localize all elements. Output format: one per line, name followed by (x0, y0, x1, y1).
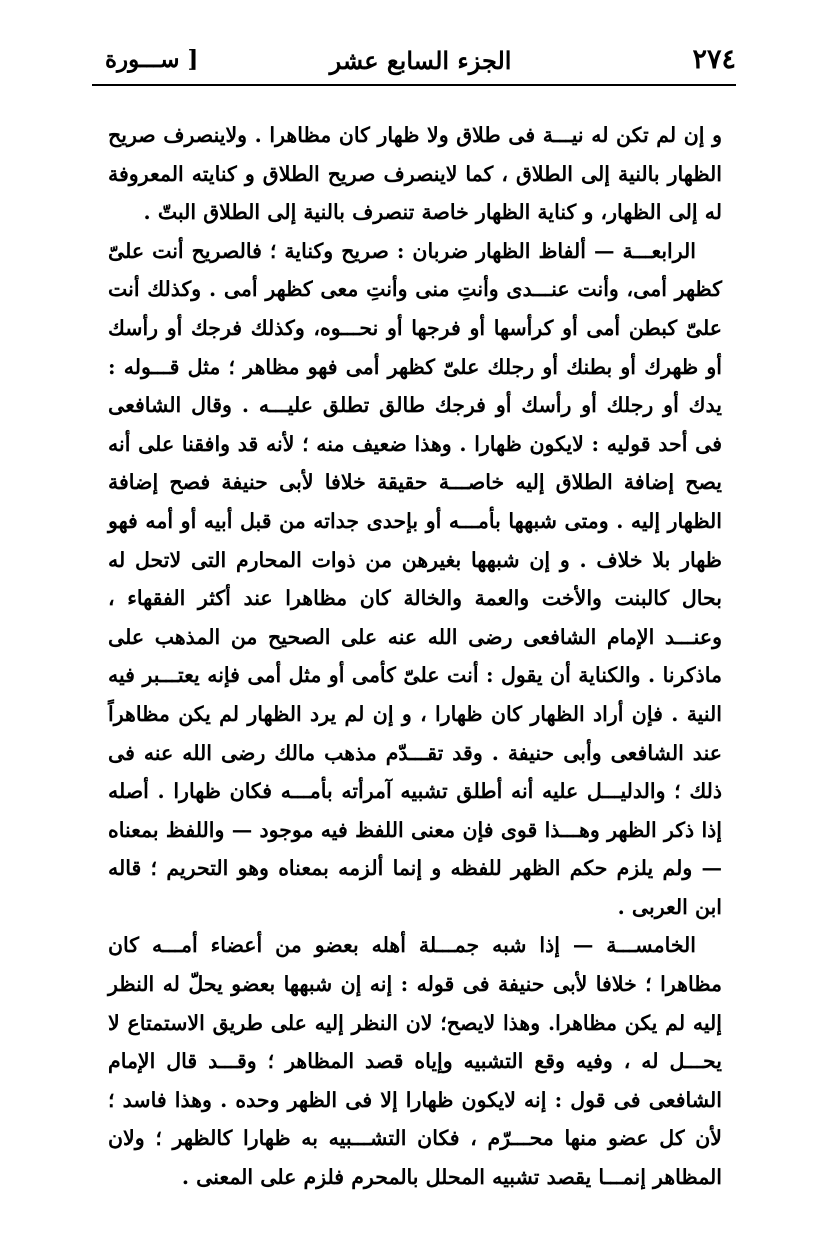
page-body (108, 116, 722, 1197)
page-header (105, 38, 736, 82)
page-number: ٢٧٤ (692, 44, 736, 75)
paragraph: الرابعـــة — ألفاظ الظهار ضربان : صريح وكناية ؛ فالصريح أنت علىّ كظهر أمى، وأنت عنـــدى وأنتِ منى وأنتِ معى كظهر أمى . وكذلك أنت علىّ كبطن أمى أو كرأسها أو فرجها أو نحـــوه، وكذلك فرجك أو رأسك أو ظهرك أو بطنك أو رجلك علىّ كظهر أمى فهو مظاهر ؛ مثل قـــوله : يدك أو رجلك أو رأسك أو فرجك طالق تطلق عليـــه . وقال الشافعى فى أحد قوليه : لايكون ظهارا . وهذا ضعيف منه ؛ لأنه قد وافقنا على أنه يصح إضافة الطلاق إليه خاصـــة حقيقة خلافا لأبى حنيفة فصح إضافة الظهار إليه . ومتى شبهها بأمـــه أو بإحدى جداته من قبل أبيه أو أمه فهو ظهار بلا خلاف . و إن شبهها بغيرهن من ذوات المحارم التى لاتحل له بحال كالبنت والأخت والعمة والخالة كان مظاهرا عند أكثر الفقهاء ، وعنـــد الإمام الشافعى رضى الله عنه على الصحيح من المذهب على ماذكرنا . والكناية أن يقول : أنت علىّ كأمى أو مثل أمى فإنه يعتـــبر فيه النية . فإن أراد الظهار كان ظهارا ، و إن لم يرد الظهار لم يكن مظاهراً عند الشافعى وأبى حنيفة . وقد تقـــدّم مذهب مالك رضى الله عنه فى ذلك ؛ والدليـــل عليه أنه أطلق تشبيه آمرأته بأمـــه فكان ظهارا . أصله إذا ذكر الظهر وهـــذا قوى فإن معنى اللفظ فيه موجود — واللفظ بمعناه — ولم يلزم حكم الظهر للفظه و إنما ألزمه بمعناه وهو التحريم ؛ قاله ابن العربى . (108, 238, 722, 919)
running-title: الجزء السابع عشر (329, 46, 512, 75)
paragraph: و إن لم تكن له نيـــة فى طلاق ولا ظهار كان مظاهرا . ولاينصرف صريح الظهار بالنية إلى الطلاق ، كما لاينصرف صريح الطلاق و كنايته المعروفة له إلى الظهار، و كناية الظهار خاصة تنصرف بالنية إلى الطلاق البتّ . (108, 123, 722, 225)
header-divider (92, 84, 736, 86)
surah-label: [ ســـورة (105, 46, 199, 73)
paragraph: الخامســـة — إذا شبه جمـــلة أهله بعضو من أعضاء أمـــه كان مظاهرا ؛ خلافا لأبى حنيفة فى قوله : إنه إن شبهها بعضو يحلّ له النظر إليه لم يكن مظاهرا. وهذا لايصح؛ لان النظر إليه على طريق الاستمتاع لا يحـــل له ، وفيه وقع التشبيه وإياه قصد المظاهر ؛ وقـــد قال الإمام الشافعى فى قول : إنه لايكون ظهارا إلا فى الظهر وحده . وهذا فاسد ؛ لأن كل عضو منها محـــرّم ، فكان التشـــبيه به ظهارا كالظهر ؛ ولان المظاهر إنمـــا يقصد تشبيه المحلل بالمحرم فلزم على المعنى . (108, 933, 722, 1190)
